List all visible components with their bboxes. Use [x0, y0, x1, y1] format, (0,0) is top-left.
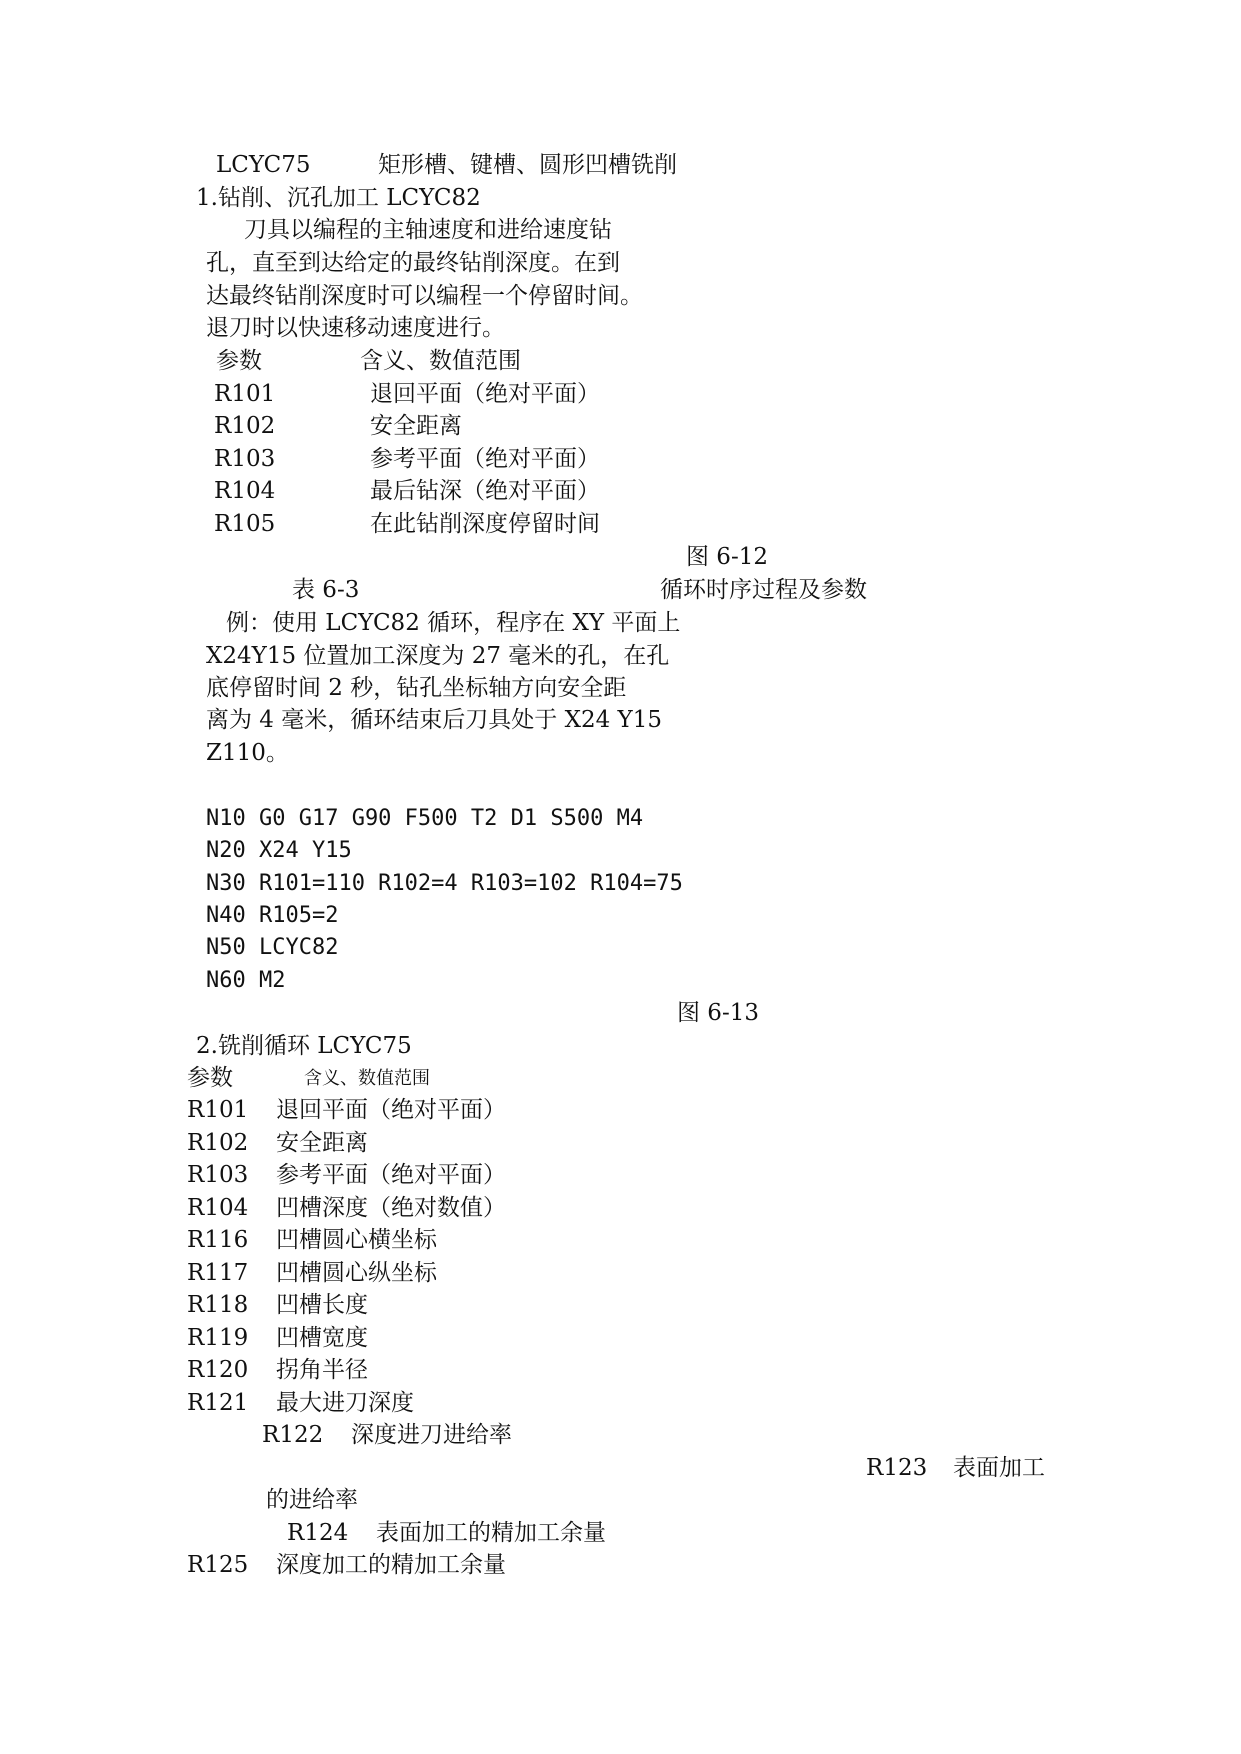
param-desc: 凹槽圆心纵坐标 [276, 1260, 437, 1286]
param-code: R105 [214, 511, 276, 537]
param-code: R101 [187, 1097, 249, 1123]
param-desc: 凹槽深度（绝对数值） [276, 1195, 506, 1221]
figure-caption: 循环时序过程及参数 [660, 577, 867, 603]
param-code: R120 [187, 1357, 249, 1383]
param-desc-continued: 的进给率 [266, 1487, 358, 1513]
param-desc: 安全距离 [276, 1130, 368, 1156]
example-line: 底停留时间 2 秒，钻孔坐标轴方向安全距 [206, 675, 627, 701]
param-code: R118 [187, 1292, 249, 1318]
code-line: N30 R101=110 R102=4 R103=102 R104=75 [206, 871, 683, 896]
example-line: X24Y15 位置加工深度为 27 毫米的孔，在孔 [206, 643, 670, 669]
section1-heading: 1.钻削、沉孔加工 LCYC82 [196, 185, 481, 211]
param-table-header-param: 参数 [187, 1065, 233, 1091]
param-desc: 凹槽圆心横坐标 [276, 1227, 437, 1253]
code-line: N20 X24 Y15 [206, 838, 352, 863]
param-code: R103 [214, 446, 276, 472]
param-code: R119 [187, 1325, 249, 1351]
param-desc: 表面加工 [953, 1455, 1045, 1481]
param-table-header-meaning: 含义、数值范围 [360, 348, 521, 374]
intro-description: 矩形槽、键槽、圆形凹槽铣削 [378, 152, 677, 178]
table-caption: 表 6-3 [292, 577, 360, 603]
section1-paragraph-line: 刀具以编程的主轴速度和进给速度钻 [244, 217, 612, 243]
param-desc: 退回平面（绝对平面） [276, 1097, 506, 1123]
param-code: R121 [187, 1390, 249, 1416]
param-code: R124 [287, 1520, 349, 1546]
intro-code: LCYC75 [216, 152, 311, 178]
param-desc: 深度加工的精加工余量 [276, 1552, 506, 1578]
param-code: R103 [187, 1162, 249, 1188]
example-line: 例：使用 LCYC82 循环，程序在 XY 平面上 [226, 610, 681, 636]
section1-paragraph-line: 孔，直至到达给定的最终钻削深度。在到 [206, 250, 620, 276]
param-code: R104 [214, 478, 276, 504]
param-code: R101 [214, 381, 276, 407]
param-table-header-meaning: 含义、数值范围 [304, 1068, 430, 1089]
param-desc: 参考平面（绝对平面） [370, 446, 600, 472]
param-code: R102 [214, 413, 276, 439]
figure-label: 图 6-13 [677, 1000, 759, 1026]
param-table-header-param: 参数 [216, 348, 262, 374]
example-line: Z110。 [206, 740, 289, 766]
code-line: N60 M2 [206, 968, 286, 993]
param-desc: 拐角半径 [276, 1357, 368, 1383]
param-desc: 凹槽宽度 [276, 1325, 368, 1351]
param-code: R102 [187, 1130, 249, 1156]
param-desc: 安全距离 [370, 413, 462, 439]
param-code: R116 [187, 1227, 249, 1253]
param-code: R125 [187, 1552, 249, 1578]
code-line: N40 R105=2 [206, 903, 339, 928]
section1-paragraph-line: 退刀时以快速移动速度进行。 [206, 315, 505, 341]
code-line: N50 LCYC82 [206, 935, 339, 960]
param-desc: 凹槽长度 [276, 1292, 368, 1318]
param-desc: 最后钻深（绝对平面） [370, 478, 600, 504]
param-desc: 在此钻削深度停留时间 [370, 511, 600, 537]
param-desc: 表面加工的精加工余量 [376, 1520, 606, 1546]
param-code: R122 [262, 1422, 324, 1448]
param-desc: 退回平面（绝对平面） [370, 381, 600, 407]
param-desc: 深度进刀进给率 [351, 1422, 512, 1448]
param-code: R117 [187, 1260, 249, 1286]
section1-paragraph-line: 达最终钻削深度时可以编程一个停留时间。 [206, 283, 643, 309]
section2-heading: 2.铣削循环 LCYC75 [196, 1033, 412, 1059]
example-line: 离为 4 毫米，循环结束后刀具处于 X24 Y15 [206, 707, 662, 733]
param-desc: 参考平面（绝对平面） [276, 1162, 506, 1188]
code-line: N10 G0 G17 G90 F500 T2 D1 S500 M4 [206, 806, 644, 831]
param-code: R104 [187, 1195, 249, 1221]
figure-label: 图 6-12 [686, 544, 768, 570]
param-code: R123 [866, 1455, 928, 1481]
param-desc: 最大进刀深度 [276, 1390, 414, 1416]
